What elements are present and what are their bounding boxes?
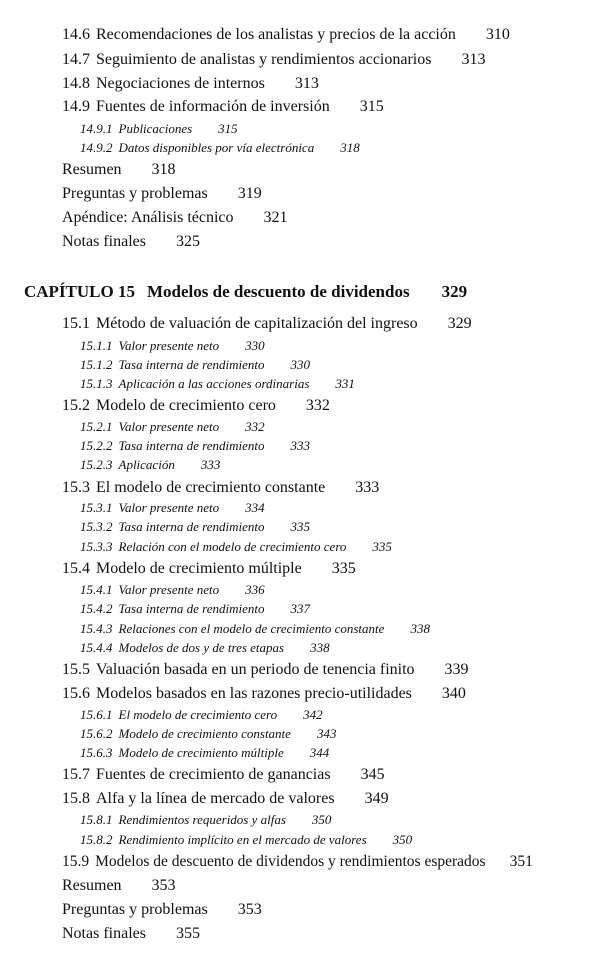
entry-page: 315: [359, 98, 384, 115]
toc-subentry-15-1-2: [80, 357, 310, 373]
entry-number: 15.8.2: [80, 832, 113, 847]
toc-entry-15-6: [62, 685, 466, 703]
toc-entry-15-5: [62, 661, 469, 679]
toc-subentry-14-9-1: [80, 121, 238, 137]
entry-title: Relaciones con el modelo de crecimiento constante: [118, 621, 385, 636]
toc-entry-resumen-14: [62, 161, 176, 179]
toc-subentry-15-1-1: [80, 338, 265, 354]
entry-page: 339: [444, 661, 469, 678]
entry-page: 344: [309, 745, 330, 760]
entry-page: 336: [245, 582, 265, 597]
entry-page: 343: [316, 726, 337, 741]
toc-subentry-15-6-3: [80, 745, 329, 761]
entry-page: 313: [294, 75, 319, 92]
toc-entry-15-1: [62, 315, 472, 333]
toc-entry-preguntas-15: [62, 901, 262, 919]
entry-page: 335: [290, 519, 311, 534]
entry-number: 15.2.2: [80, 438, 113, 453]
entry-number: 15.3.1: [80, 500, 113, 515]
chapter-title: Modelos de descuento de dividendos: [146, 282, 410, 301]
toc-subentry-15-8-2: [80, 832, 412, 848]
entry-number: 15.4.4: [80, 640, 113, 655]
entry-page: 338: [310, 640, 330, 655]
entry-title: Datos disponibles por vía electrónica: [118, 140, 315, 155]
entry-title: Tasa interna de rendimiento: [118, 357, 265, 372]
toc-entry-14-8: [62, 75, 319, 93]
entry-title: Tasa interna de rendimiento: [118, 438, 265, 453]
entry-page: 340: [441, 685, 466, 702]
entry-page: 321: [263, 209, 288, 226]
chapter-page: 329: [441, 282, 468, 301]
toc-entry-notas-15: [62, 925, 200, 943]
entry-page: 330: [245, 338, 265, 353]
toc-entry-resumen-15: [62, 877, 176, 895]
entry-title: Resumen: [62, 877, 122, 894]
toc-subentry-15-6-1: [80, 707, 323, 723]
entry-number: 15.2.1: [80, 419, 113, 434]
entry-page: 333: [355, 479, 380, 496]
toc-entry-14-6: [62, 26, 510, 44]
toc-entry-apendice-14: [62, 209, 288, 227]
toc-subentry-15-8-1: [80, 812, 331, 828]
entry-title: Resumen: [62, 161, 122, 178]
entry-title: Modelos de descuento de dividendos y rendimientos esperados: [95, 853, 486, 870]
toc-subentry-15-3-2: [80, 519, 310, 535]
entry-page: 332: [305, 397, 330, 414]
entry-title: El modelo de crecimiento cero: [118, 707, 278, 722]
entry-page: 333: [200, 457, 221, 472]
entry-title: Valor presente neto: [118, 500, 220, 515]
entry-title: Recomendaciones de los analistas y precios de la acción: [96, 26, 456, 43]
entry-title: Relación con el modelo de crecimiento cero: [118, 539, 347, 554]
toc-subentry-15-3-1: [80, 500, 265, 516]
entry-title: Valor presente neto: [118, 419, 220, 434]
toc-entry-preguntas-14: [62, 185, 262, 203]
entry-number: 14.9.2: [80, 140, 113, 155]
entry-number: 15.5: [62, 661, 90, 678]
toc-subentry-15-2-2: [80, 438, 310, 454]
entry-page: 315: [218, 121, 238, 136]
entry-page: 345: [360, 766, 385, 783]
toc-entry-14-7: [62, 51, 485, 69]
entry-page: 330: [290, 357, 311, 372]
entry-number: 15.7: [62, 766, 90, 783]
toc-entry-15-8: [62, 790, 389, 808]
entry-number: 15.1.1: [80, 338, 113, 353]
entry-number: 15.3: [62, 479, 90, 496]
entry-number: 15.2.3: [80, 457, 113, 472]
toc-subentry-15-4-4: [80, 640, 330, 656]
entry-page: 349: [364, 790, 389, 807]
toc-subentry-15-1-3: [80, 376, 355, 392]
toc-entry-15-3: [62, 479, 379, 497]
toc-entry-15-2: [62, 397, 330, 415]
entry-number: 15.2: [62, 397, 90, 414]
entry-title: Modelos basados en las razones precio-utilidades: [96, 685, 412, 702]
toc-subentry-15-4-2: [80, 601, 310, 617]
entry-number: 14.9: [62, 98, 90, 115]
toc-entry-15-7: [62, 766, 385, 784]
entry-page: 318: [151, 161, 176, 178]
entry-page: 337: [290, 601, 311, 616]
entry-number: 14.9.1: [80, 121, 113, 136]
entry-number: 15.4: [62, 560, 90, 577]
entry-title: El modelo de crecimiento constante: [96, 479, 326, 496]
entry-title: Valor presente neto: [118, 338, 220, 353]
entry-title: Modelo de crecimiento cero: [96, 397, 276, 414]
entry-number: 15.1.3: [80, 376, 113, 391]
toc-subentry-14-9-2: [80, 140, 360, 156]
entry-page: 319: [237, 185, 262, 202]
toc-subentry-15-6-2: [80, 726, 336, 742]
entry-title: Alfa y la línea de mercado de valores: [96, 790, 335, 807]
entry-title: Fuentes de información de inversión: [96, 98, 330, 115]
entry-page: 335: [372, 539, 392, 554]
entry-title: Negociaciones de internos: [96, 75, 265, 92]
chapter-label: CAPÍTULO 15: [24, 282, 135, 301]
entry-title: Tasa interna de rendimiento: [118, 601, 265, 616]
entry-number: 15.6.2: [80, 726, 113, 741]
entry-title: Método de valuación de capitalización del ingreso: [96, 315, 418, 332]
entry-number: 15.4.3: [80, 621, 113, 636]
entry-number: 15.6.1: [80, 707, 113, 722]
entry-number: 15.1.2: [80, 357, 113, 372]
toc-entry-15-4: [62, 560, 356, 578]
entry-title: Valuación basada en un periodo de tenencia finito: [96, 661, 415, 678]
entry-page: 325: [175, 233, 200, 250]
entry-title: Rendimiento implícito en el mercado de valores: [118, 832, 367, 847]
entry-page: 353: [237, 901, 262, 918]
toc-subentry-15-2-1: [80, 419, 265, 435]
entry-title: Tasa interna de rendimiento: [118, 519, 265, 534]
entry-page: 329: [447, 315, 472, 332]
entry-number: 15.6.3: [80, 745, 113, 760]
entry-number: 15.3.2: [80, 519, 113, 534]
entry-page: 313: [461, 51, 486, 68]
entry-title: Preguntas y problemas: [62, 901, 208, 918]
entry-title: Valor presente neto: [118, 582, 220, 597]
entry-title: Modelos de dos y de tres etapas: [118, 640, 285, 655]
toc-entry-15-9: [62, 853, 533, 871]
toc-entry-notas-14: [62, 233, 200, 251]
entry-title: Modelo de crecimiento múltiple: [118, 745, 284, 760]
entry-page: 355: [175, 925, 200, 942]
toc-subentry-15-3-3: [80, 539, 392, 555]
entry-title: Preguntas y problemas: [62, 185, 208, 202]
entry-title: Notas finales: [62, 233, 146, 250]
entry-page: 334: [245, 500, 265, 515]
entry-title: Publicaciones: [118, 121, 193, 136]
entry-title: Modelo de crecimiento constante: [118, 726, 291, 741]
entry-title: Seguimiento de analistas y rendimientos accionarios: [96, 51, 432, 68]
entry-number: 15.3.3: [80, 539, 113, 554]
entry-title: Fuentes de crecimiento de ganancias: [96, 766, 331, 783]
entry-number: 15.9: [62, 853, 90, 870]
entry-page: 342: [303, 707, 323, 722]
entry-title: Notas finales: [62, 925, 146, 942]
entry-number: 15.1: [62, 315, 90, 332]
toc-subentry-15-4-1: [80, 582, 265, 598]
entry-number: 15.6: [62, 685, 90, 702]
entry-page: 333: [290, 438, 311, 453]
entry-page: 332: [245, 419, 265, 434]
entry-page: 335: [331, 560, 356, 577]
entry-page: 331: [335, 376, 355, 391]
toc-subentry-15-2-3: [80, 457, 220, 473]
entry-page: 310: [485, 26, 510, 43]
entry-title: Aplicación: [118, 457, 175, 472]
entry-page: 350: [392, 832, 413, 847]
entry-number: 15.4.1: [80, 582, 113, 597]
entry-page: 318: [340, 140, 360, 155]
entry-title: Rendimientos requeridos y alfas: [118, 812, 286, 827]
entry-page: 350: [311, 812, 332, 827]
toc-entry-14-9: [62, 98, 384, 116]
entry-page: 351: [509, 853, 533, 870]
entry-title: Aplicación a las acciones ordinarias: [118, 376, 310, 391]
toc-subentry-15-4-3: [80, 621, 430, 637]
entry-number: 15.8.1: [80, 812, 113, 827]
entry-number: 14.6: [62, 26, 90, 43]
chapter-heading: [24, 282, 467, 302]
entry-number: 14.7: [62, 51, 90, 68]
entry-title: Modelo de crecimiento múltiple: [96, 560, 302, 577]
entry-number: 15.4.2: [80, 601, 113, 616]
entry-page: 338: [410, 621, 430, 636]
entry-title: Apéndice: Análisis técnico: [62, 209, 234, 226]
entry-number: 15.8: [62, 790, 90, 807]
entry-page: 353: [151, 877, 176, 894]
entry-number: 14.8: [62, 75, 90, 92]
